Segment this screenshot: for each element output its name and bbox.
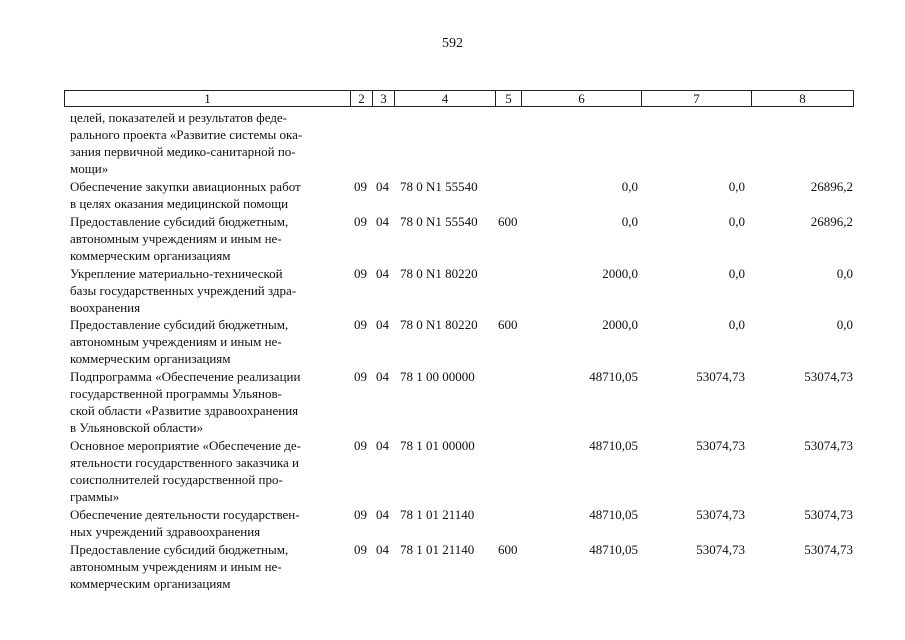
description-line: базы государственных учреждений здра- [70, 283, 297, 298]
cell-c8: 0,0 [836, 317, 853, 332]
description-line: Укрепление материально-технической [70, 266, 283, 281]
description-line: Предоставление субсидий бюджетным, [70, 542, 289, 557]
cell-c2: 09 [354, 369, 367, 384]
cell-c7: 53074,73 [696, 542, 745, 557]
row-description [70, 368, 346, 436]
cell-c8: 53074,73 [804, 507, 853, 522]
cell-c4: 78 0 N1 80220 [400, 266, 478, 281]
row-description [70, 109, 346, 177]
cell-c8: 26896,2 [810, 179, 853, 194]
cell-c7: 53074,73 [696, 369, 745, 384]
cell-c8: 0,0 [836, 266, 853, 281]
cell-c7: 0,0 [728, 266, 745, 281]
cell-c3: 04 [376, 438, 389, 453]
description-line: государственной программы Ульянов- [70, 386, 282, 401]
cell-c4: 78 1 01 00000 [400, 438, 475, 453]
cell-c4: 78 0 N1 55540 [400, 179, 478, 194]
row-description [70, 213, 346, 264]
description-line: Предоставление субсидий бюджетным, [70, 214, 289, 229]
cell-c5: 600 [498, 317, 518, 332]
description-line: в Ульяновской области» [70, 420, 204, 435]
cell-c6: 48710,05 [589, 507, 638, 522]
description-line: в целях оказания медицинской помощи [70, 196, 289, 211]
cell-c2: 09 [354, 317, 367, 332]
cell-c6: 0,0 [621, 214, 638, 229]
row-description [70, 265, 346, 316]
header-col-5: 5 [495, 91, 521, 106]
cell-c7: 0,0 [728, 317, 745, 332]
description-line: зания первичной медико-санитарной по- [70, 144, 296, 159]
description-line: коммерческим организациям [70, 248, 231, 263]
description-line: автономным учреждениям и иным не- [70, 231, 282, 246]
page-number: 592 [442, 36, 463, 51]
description-line: Подпрограмма «Обеспечение реализации [70, 369, 301, 384]
description-line: рального проекта «Развитие системы ока- [70, 127, 303, 142]
cell-c8: 53074,73 [804, 542, 853, 557]
header-col-6: 6 [521, 91, 641, 106]
description-line: Предоставление субсидий бюджетным, [70, 317, 289, 332]
cell-c2: 09 [354, 266, 367, 281]
cell-c5: 600 [498, 214, 518, 229]
cell-c2: 09 [354, 214, 367, 229]
cell-c6: 2000,0 [602, 266, 638, 281]
cell-c3: 04 [376, 179, 389, 194]
description-line: ных учреждений здравоохранения [70, 524, 261, 539]
row-description [70, 506, 346, 540]
header-col-8: 8 [751, 91, 853, 106]
description-line: целей, показателей и результатов феде- [70, 110, 288, 125]
row-description [70, 178, 346, 212]
cell-c4: 78 1 01 21140 [400, 542, 475, 557]
description-line: ской области «Развитие здравоохранения [70, 403, 299, 418]
row-description [70, 437, 346, 505]
cell-c6: 48710,05 [589, 542, 638, 557]
cell-c6: 48710,05 [589, 438, 638, 453]
cell-c3: 04 [376, 266, 389, 281]
description-line: Обеспечение закупки авиационных работ [70, 179, 301, 194]
cell-c7: 0,0 [728, 179, 745, 194]
description-line: коммерческим организациям [70, 351, 231, 366]
cell-c5: 600 [498, 542, 518, 557]
description-line: коммерческим организациям [70, 576, 231, 591]
table-header [64, 90, 854, 107]
description-line: соисполнителей государственной про- [70, 472, 283, 487]
description-line: автономным учреждениям и иным не- [70, 334, 282, 349]
cell-c6: 48710,05 [589, 369, 638, 384]
header-col-4: 4 [394, 91, 495, 106]
description-line: мощи» [70, 161, 109, 176]
cell-c3: 04 [376, 507, 389, 522]
description-line: Основное мероприятие «Обеспечение де- [70, 438, 301, 453]
cell-c6: 0,0 [621, 179, 638, 194]
cell-c3: 04 [376, 542, 389, 557]
header-col-3: 3 [372, 91, 394, 106]
description-line: Обеспечение деятельности государствен- [70, 507, 300, 522]
row-description [70, 316, 346, 367]
cell-c4: 78 0 N1 80220 [400, 317, 478, 332]
cell-c3: 04 [376, 214, 389, 229]
cell-c6: 2000,0 [602, 317, 638, 332]
cell-c3: 04 [376, 317, 389, 332]
cell-c8: 53074,73 [804, 369, 853, 384]
header-col-1: 1 [204, 91, 211, 106]
cell-c7: 53074,73 [696, 438, 745, 453]
description-line: ятельности государственного заказчика и [70, 455, 299, 470]
description-line: автономным учреждениям и иным не- [70, 559, 282, 574]
cell-c2: 09 [354, 438, 367, 453]
cell-c4: 78 1 00 00000 [400, 369, 475, 384]
cell-c8: 26896,2 [810, 214, 853, 229]
row-description [70, 541, 346, 592]
cell-c7: 0,0 [728, 214, 745, 229]
cell-c3: 04 [376, 369, 389, 384]
cell-c2: 09 [354, 542, 367, 557]
cell-c2: 09 [354, 507, 367, 522]
cell-c4: 78 0 N1 55540 [400, 214, 478, 229]
description-line: воохранения [70, 300, 141, 315]
cell-c7: 53074,73 [696, 507, 745, 522]
header-col-7: 7 [641, 91, 751, 106]
description-line: граммы» [70, 489, 120, 504]
cell-c8: 53074,73 [804, 438, 853, 453]
cell-c2: 09 [354, 179, 367, 194]
header-col-2: 2 [350, 91, 372, 106]
cell-c4: 78 1 01 21140 [400, 507, 475, 522]
